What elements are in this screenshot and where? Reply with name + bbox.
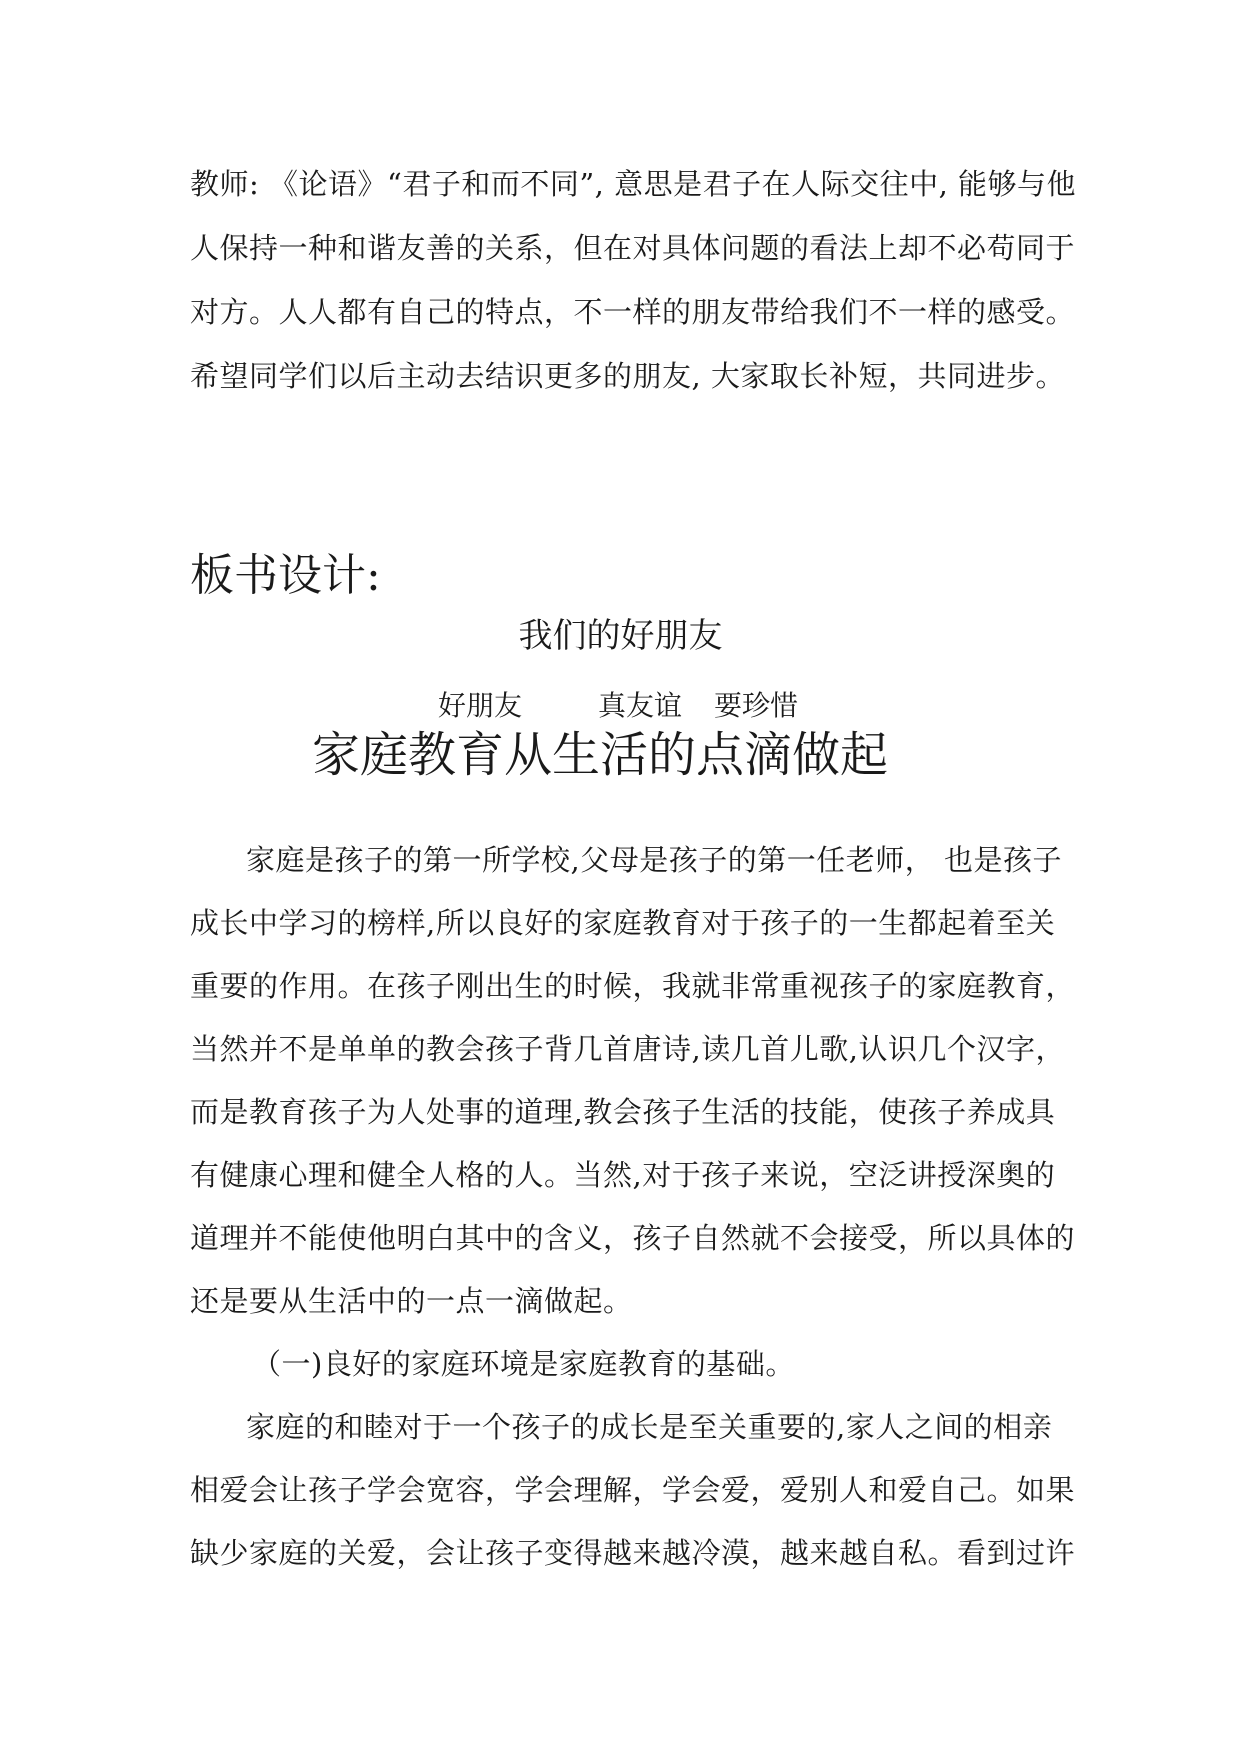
article-title: 家庭教育从生活的点滴做起 bbox=[311, 727, 888, 783]
board-design-heading: 板书设计: bbox=[190, 550, 381, 601]
paragraph-line: 人保持一种和谐友善的关系，但在对具体问题的看法上却不必苟同于 bbox=[190, 231, 1076, 265]
paragraph-line: 家庭是孩子的第一所学校,父母是孩子的第一任老师， 也是孩子 bbox=[246, 843, 1062, 877]
paragraph-line: 缺少家庭的关爱，会让孩子变得越来越冷漠，越来越自私。看到过许 bbox=[190, 1536, 1076, 1570]
section-heading: （一)良好的家庭环境是家庭教育的基础。 bbox=[252, 1347, 795, 1381]
paragraph-line: 对方。人人都有自己的特点，不一样的朋友带给我们不一样的感受。 bbox=[190, 295, 1076, 329]
paragraph-line: 道理并不能使他明白其中的含义，孩子自然就不会接受，所以具体的 bbox=[190, 1221, 1076, 1255]
paragraph-line: 而是教育孩子为人处事的道理,教会孩子生活的技能，使孩子养成具 bbox=[190, 1095, 1056, 1129]
paragraph-line: 当然并不是单单的教会孩子背几首唐诗,读几首儿歌,认识几个汉字， bbox=[190, 1032, 1065, 1066]
paragraph-line: 相爱会让孩子学会宽容，学会理解，学会爱，爱别人和爱自己。如果 bbox=[190, 1473, 1076, 1507]
paragraph-line: 教师: 《论语》“君子和而不同”, 意思是君子在人际交往中, 能够与他 bbox=[190, 167, 1077, 201]
board-design-title: 我们的好朋友 bbox=[518, 616, 723, 656]
paragraph-line: 重要的作用。在孩子刚出生的时候，我就非常重视孩子的家庭教育， bbox=[190, 969, 1076, 1003]
paragraph-line: 家庭的和睦对于一个孩子的成长是至关重要的,家人之间的相亲 bbox=[246, 1410, 1053, 1444]
paragraph-line: 还是要从生活中的一点一滴做起。 bbox=[190, 1284, 633, 1318]
board-design-item: 要珍惜 bbox=[714, 689, 799, 722]
paragraph-line: 希望同学们以后主动去结识更多的朋友, 大家取长补短，共同进步。 bbox=[190, 359, 1065, 393]
board-design-item: 真友谊 bbox=[598, 689, 683, 722]
board-design-item: 好朋友 bbox=[438, 689, 523, 722]
paragraph-line: 有健康心理和健全人格的人。当然,对于孩子来说，空泛讲授深奥的 bbox=[190, 1158, 1056, 1192]
paragraph-line: 成长中学习的榜样,所以良好的家庭教育对于孩子的一生都起着至关 bbox=[190, 906, 1056, 940]
